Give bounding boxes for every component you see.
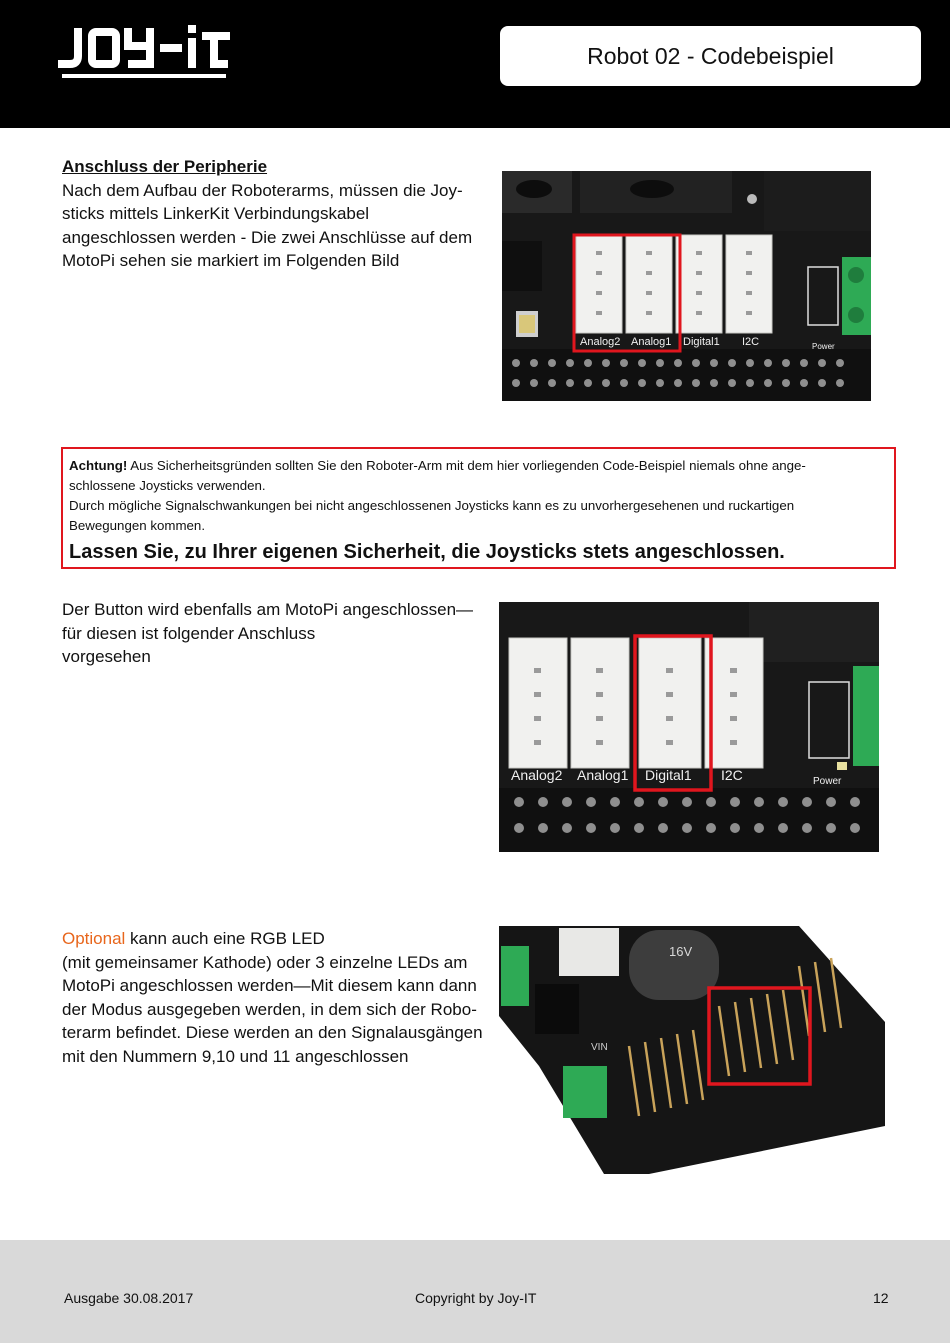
port-label-analog1: Analog1 xyxy=(631,336,672,348)
warning-text: schlossene Joysticks verwenden. xyxy=(69,478,266,493)
paragraph-line: für diesen ist folgender Anschluss xyxy=(62,623,316,643)
page-title: Robot 02 - Codebeispiel xyxy=(587,42,834,69)
warning-text: Achtung! Aus Sicherheitsgründen sollten Sie den Roboter-Arm mit dem hier vorliegenden Code-Beispiel niemals ohne ange- xyxy=(69,458,806,473)
paragraph-line: (mit gemeinsamer Kathode) oder 3 einzelne LEDs am xyxy=(62,952,468,972)
port-label-analog2: Analog2 xyxy=(580,336,621,348)
power-label: Power xyxy=(813,776,842,787)
paragraph-line: MotoPi angeschlossen werden—Mit diesem kann dann xyxy=(62,976,477,995)
section-button xyxy=(62,598,492,669)
port-label-digital1: Digital1 xyxy=(683,336,720,348)
page-number: 12 xyxy=(873,1290,889,1306)
warning-text: Bewegungen kommen. xyxy=(69,518,206,533)
port-label-analog1: Analog1 xyxy=(577,767,629,783)
board-illustration xyxy=(502,171,871,401)
safety-warning-box xyxy=(61,447,896,569)
power-label: Power xyxy=(812,342,835,351)
section-peripherals xyxy=(62,155,492,273)
port-label-analog2: Analog2 xyxy=(511,767,563,783)
warning-emphasis: Lassen Sie, zu Ihrer eigenen Sicherheit, die Joysticks stets angeschlossen. xyxy=(69,541,785,563)
joy-it-logo xyxy=(56,22,232,84)
paragraph-line: Nach dem Aufbau der Roboterarms, müssen die Joy- xyxy=(62,180,463,200)
paragraph-line: sticks mittels LinkerKit Verbindungskabel xyxy=(62,204,370,223)
port-label-i2c: I2C xyxy=(742,336,760,348)
motopi-led-outputs-photo xyxy=(499,926,885,1174)
footer-edition: Ausgabe 30.08.2017 xyxy=(64,1290,194,1306)
capacitor-label: 16V xyxy=(669,944,693,959)
port-label-digital1: Digital1 xyxy=(645,767,692,783)
board-illustration xyxy=(499,926,885,1174)
page-title-box xyxy=(500,26,921,86)
port-label-i2c: I2C xyxy=(721,767,743,783)
paragraph-line: MotoPi sehen sie markiert im Folgenden Bild xyxy=(62,251,400,270)
paragraph-line: mit den Nummern 9,10 und 11 angeschlossen xyxy=(62,1046,409,1066)
warning-text: Durch mögliche Signalschwankungen bei nicht angeschlossenen Joysticks kann es zu unvorhergesehenen und ruckartigen xyxy=(69,498,795,513)
board-illustration xyxy=(499,602,879,852)
paragraph-line: Optional kann auch eine RGB LED xyxy=(62,929,325,948)
page-header xyxy=(0,0,950,128)
optional-label: Optional xyxy=(62,929,126,948)
paragraph-line: der Modus ausgegeben werden, in dem sich der Robo- xyxy=(62,999,477,1019)
footer-copyright: Copyright by Joy-IT xyxy=(415,1290,537,1306)
motopi-button-port-photo xyxy=(499,602,879,852)
warning-title: Achtung! xyxy=(69,458,128,473)
vin-label: VIN xyxy=(591,1042,608,1053)
section-heading: Anschluss der Peripherie xyxy=(62,157,268,176)
paragraph-line: vorgesehen xyxy=(62,647,151,666)
section-led xyxy=(62,927,502,1068)
motopi-joystick-ports-photo xyxy=(502,171,871,401)
paragraph-line: angeschlossen werden - Die zwei Anschlüsse auf dem xyxy=(62,227,473,247)
paragraph-line: Der Button wird ebenfalls am MotoPi angeschlossen— xyxy=(62,600,474,619)
page-footer xyxy=(0,1240,950,1343)
paragraph-line: terarm befindet. Diese werden an den Signalausgängen xyxy=(62,1023,483,1042)
